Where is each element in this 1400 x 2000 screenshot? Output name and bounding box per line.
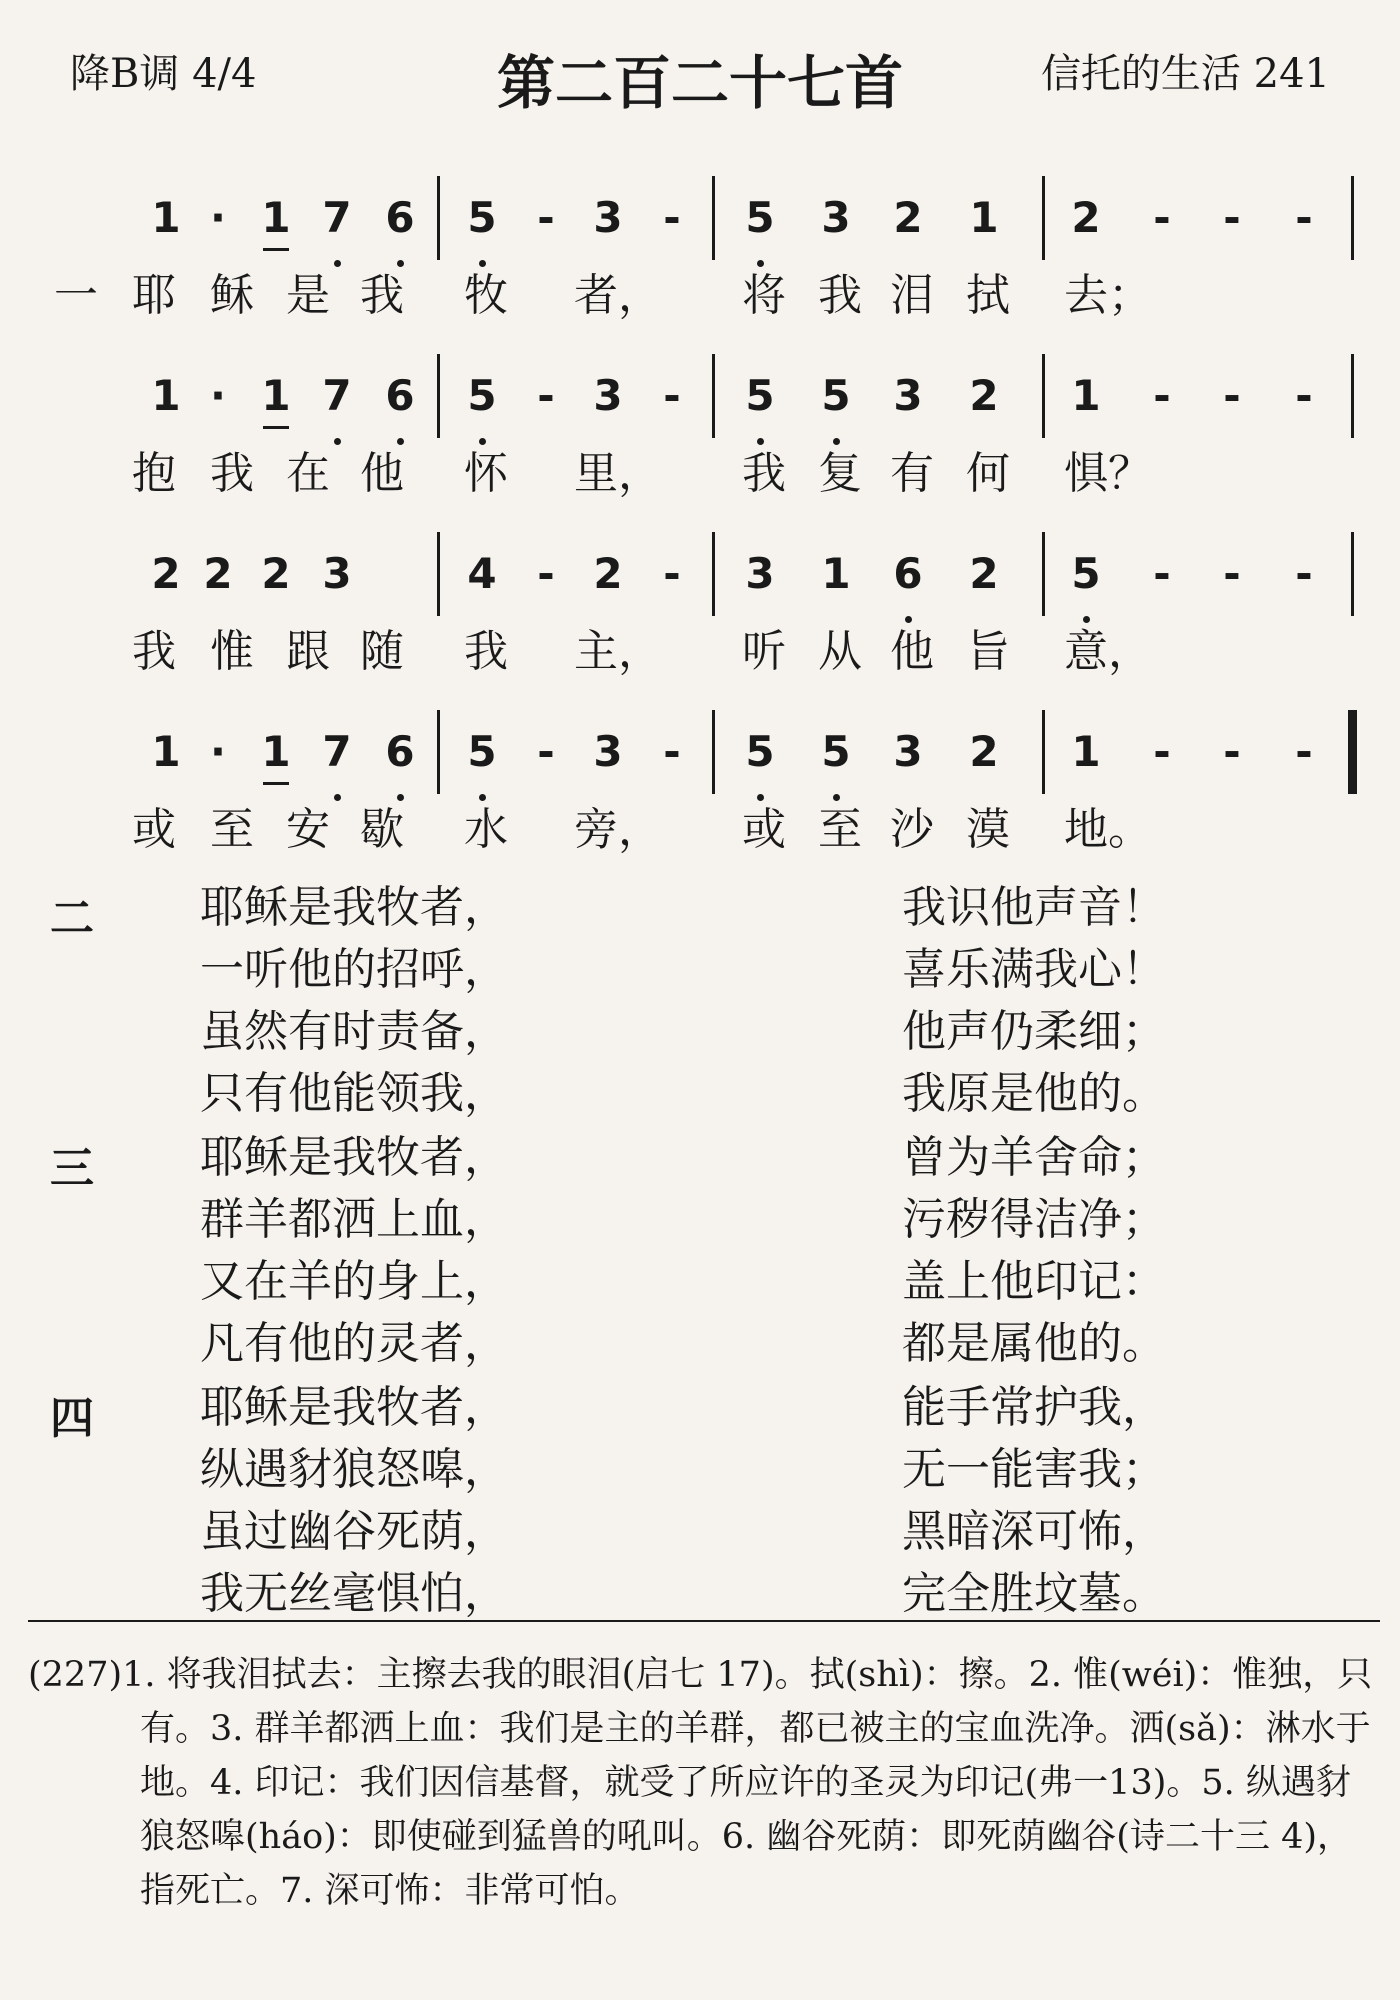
note: 5 — [745, 193, 775, 242]
note: 4 — [467, 549, 497, 598]
verse-line-first-half: 又在羊的身上， — [200, 1256, 508, 1307]
underline-mark — [263, 248, 289, 251]
verse-line-second-half: 都是属他的。 — [902, 1318, 1166, 1369]
verse-line-first-half: 耶稣是我牧者， — [200, 1382, 508, 1433]
verse-line-first-half: 只有他能领我， — [200, 1068, 508, 1119]
note: 2 — [261, 549, 291, 598]
note: 2 — [969, 727, 999, 776]
note: - — [1153, 549, 1171, 598]
verse-line-first-half: 虽过幽谷死荫， — [200, 1506, 508, 1557]
note: - — [1295, 371, 1313, 420]
note: 3 — [893, 727, 923, 776]
note: 3 — [322, 549, 352, 598]
note: - — [1223, 549, 1241, 598]
lyric-syllable: 他 — [890, 626, 934, 677]
note: - — [1223, 371, 1241, 420]
note: 6 — [893, 549, 923, 598]
verse-line-first-half: 纵遇豺狼怒嗥， — [200, 1444, 508, 1495]
note: - — [663, 727, 681, 776]
note: 3 — [593, 727, 623, 776]
note: 3 — [745, 549, 775, 598]
lyric-syllable: 在 — [286, 448, 330, 499]
note: 2 — [151, 549, 181, 598]
lyric-syllable: 至 — [210, 804, 254, 855]
verse-number: 三 — [50, 1143, 94, 1194]
note: · — [210, 193, 226, 242]
lyric-syllable: 我 — [360, 270, 404, 321]
lyric-syllable: 我 — [132, 626, 176, 677]
lyric-syllable: 安 — [286, 804, 330, 855]
note: - — [1153, 193, 1171, 242]
verse-number: 二 — [50, 893, 94, 944]
note: 2 — [1071, 193, 1101, 242]
note: - — [663, 193, 681, 242]
verse-line-second-half: 完全胜坟墓。 — [902, 1568, 1166, 1619]
verse-line-first-half: 凡有他的灵者， — [200, 1318, 508, 1369]
verse-line-second-half: 曾为羊舍命； — [902, 1132, 1166, 1183]
note: 5 — [467, 193, 497, 242]
barline — [1042, 532, 1045, 616]
note: - — [1153, 371, 1171, 420]
note: 3 — [593, 193, 623, 242]
note: 5 — [467, 727, 497, 776]
note: 1 — [969, 193, 999, 242]
barline — [1042, 354, 1045, 438]
verse-line-first-half: 虽然有时责备， — [200, 1006, 508, 1057]
lyric-syllable: 耶 — [132, 270, 176, 321]
verse-line-second-half: 能手常护我， — [902, 1382, 1166, 1433]
note: 2 — [969, 549, 999, 598]
lyric-syllable: 复 — [818, 448, 862, 499]
note: - — [537, 371, 555, 420]
note: 1 — [1071, 371, 1101, 420]
note: 6 — [385, 193, 415, 242]
barline — [712, 354, 715, 438]
barline — [437, 532, 440, 616]
note: 3 — [821, 193, 851, 242]
verse-line-first-half: 耶稣是我牧者， — [200, 882, 508, 933]
note: · — [210, 371, 226, 420]
note: - — [1223, 727, 1241, 776]
verse-line-first-half: 群羊都洒上血， — [200, 1194, 508, 1245]
note: 1 — [261, 727, 291, 776]
note: - — [663, 371, 681, 420]
lyric-syllable: 怀 — [464, 448, 508, 499]
lyric-syllable: 或 — [742, 804, 786, 855]
lyric-syllable: 或 — [132, 804, 176, 855]
note: 5 — [821, 371, 851, 420]
note: - — [663, 549, 681, 598]
verse-line-second-half: 他声仍柔细； — [902, 1006, 1166, 1057]
lyric-syllable: 我 — [464, 626, 508, 677]
hymn-title: 第二百二十七首 — [496, 49, 903, 117]
lyric-syllable: 有 — [890, 448, 934, 499]
note: 6 — [385, 727, 415, 776]
footnote-divider — [28, 1620, 1380, 1622]
note: - — [537, 549, 555, 598]
footnote-text: (227)1. 将我泪拭去：主擦去我的眼泪(启七 17)。拭(shì)：擦。2. 惟(wéi)：惟独，只有。3. 群羊都洒上血：我们是主的羊群，都已被主的宝血洗净。洒(sǎ)：淋水于地。4. 印记：我们因信基督，就受了所应许的圣灵为印记(弗一13)。5. 纵遇豺狼怒嗥(háo)：即使碰到猛兽的吼叫。6. 幽谷死荫：即死荫幽谷(诗二十三 4)，指死亡。7. 深可怖：非常可怕。 — [28, 1655, 1373, 1911]
lyric-syllable: 里， — [574, 448, 662, 499]
note: 5 — [745, 371, 775, 420]
note: 6 — [385, 371, 415, 420]
note: 7 — [322, 193, 352, 242]
final-barline — [1348, 710, 1357, 794]
verse-line-second-half: 我原是他的。 — [902, 1068, 1166, 1119]
barline — [437, 176, 440, 260]
verse-line-second-half: 盖上他印记： — [902, 1256, 1166, 1307]
lyric-syllable: 歇 — [360, 804, 404, 855]
lyric-syllable: 地。 — [1064, 804, 1152, 855]
lyric-syllable: 何 — [966, 448, 1010, 499]
verse-line-second-half: 黑暗深可怖， — [902, 1506, 1166, 1557]
lyric-syllable: 水 — [464, 804, 508, 855]
underline-mark — [263, 782, 289, 785]
footnotes — [28, 1648, 1380, 1918]
lyric-syllable: 拭 — [966, 270, 1010, 321]
lyric-syllable: 漠 — [966, 804, 1010, 855]
lyric-syllable: 我 — [742, 448, 786, 499]
lyric-syllable: 惟 — [210, 626, 254, 677]
lyric-syllable: 我 — [210, 448, 254, 499]
note: 5 — [1071, 549, 1101, 598]
verse-line-second-half: 喜乐满我心！ — [902, 944, 1166, 995]
note: 1 — [261, 193, 291, 242]
note: 1 — [261, 371, 291, 420]
note: - — [537, 727, 555, 776]
note: - — [1295, 549, 1313, 598]
barline — [437, 354, 440, 438]
note: 1 — [821, 549, 851, 598]
barline — [712, 710, 715, 794]
barline — [712, 532, 715, 616]
lyric-syllable: 他 — [360, 448, 404, 499]
note: - — [1223, 193, 1241, 242]
barline — [1351, 354, 1354, 438]
note: 5 — [745, 727, 775, 776]
verse-number: 四 — [50, 1393, 94, 1444]
note: 1 — [1071, 727, 1101, 776]
note: 5 — [821, 727, 851, 776]
note: 2 — [969, 371, 999, 420]
note: 7 — [322, 727, 352, 776]
note: - — [537, 193, 555, 242]
note: 1 — [151, 193, 181, 242]
barline — [1042, 710, 1045, 794]
verse-line-second-half: 我识他声音！ — [902, 882, 1166, 933]
verse-line-second-half: 污秽得洁净； — [902, 1194, 1166, 1245]
lyric-syllable: 惧？ — [1064, 448, 1152, 499]
lyric-syllable: 牧 — [464, 270, 508, 321]
lyric-syllable: 一 — [54, 270, 98, 321]
note: 2 — [893, 193, 923, 242]
lyric-syllable: 将 — [742, 270, 786, 321]
lyric-syllable: 去； — [1064, 270, 1152, 321]
lyric-syllable: 我 — [818, 270, 862, 321]
lyric-syllable: 主， — [574, 626, 662, 677]
lyric-syllable: 从 — [818, 626, 862, 677]
lyric-syllable: 跟 — [286, 626, 330, 677]
lyric-syllable: 旁， — [574, 804, 662, 855]
note: 5 — [467, 371, 497, 420]
note: - — [1295, 193, 1313, 242]
note: 7 — [322, 371, 352, 420]
verse-line-second-half: 无一能害我； — [902, 1444, 1166, 1495]
hymn-category: 信托的生活 241 — [1040, 51, 1330, 97]
key-signature: 降B调 4/4 — [70, 51, 257, 97]
lyric-syllable: 意， — [1064, 626, 1152, 677]
lyric-syllable: 旨 — [966, 626, 1010, 677]
underline-mark — [263, 426, 289, 429]
note: - — [1153, 727, 1171, 776]
lyric-syllable: 泪 — [890, 270, 934, 321]
note: 3 — [593, 371, 623, 420]
barline — [1351, 532, 1354, 616]
lyric-syllable: 听 — [742, 626, 786, 677]
verse-line-first-half: 我无丝毫惧怕， — [200, 1568, 508, 1619]
lyric-syllable: 沙 — [890, 804, 934, 855]
verse-line-first-half: 耶稣是我牧者， — [200, 1132, 508, 1183]
barline — [712, 176, 715, 260]
note: · — [210, 727, 226, 776]
note: 1 — [151, 371, 181, 420]
note: 3 — [893, 371, 923, 420]
lyric-syllable: 至 — [818, 804, 862, 855]
barline — [1042, 176, 1045, 260]
note: - — [1295, 727, 1313, 776]
lyric-syllable: 者， — [574, 270, 662, 321]
lyric-syllable: 抱 — [132, 448, 176, 499]
lyric-syllable: 稣 — [210, 270, 254, 321]
verse-line-first-half: 一听他的招呼， — [200, 944, 508, 995]
note: 1 — [151, 727, 181, 776]
barline — [1351, 176, 1354, 260]
lyric-syllable: 随 — [360, 626, 404, 677]
lyric-syllable: 是 — [286, 270, 330, 321]
barline — [437, 710, 440, 794]
note: 2 — [203, 549, 233, 598]
note: 2 — [593, 549, 623, 598]
